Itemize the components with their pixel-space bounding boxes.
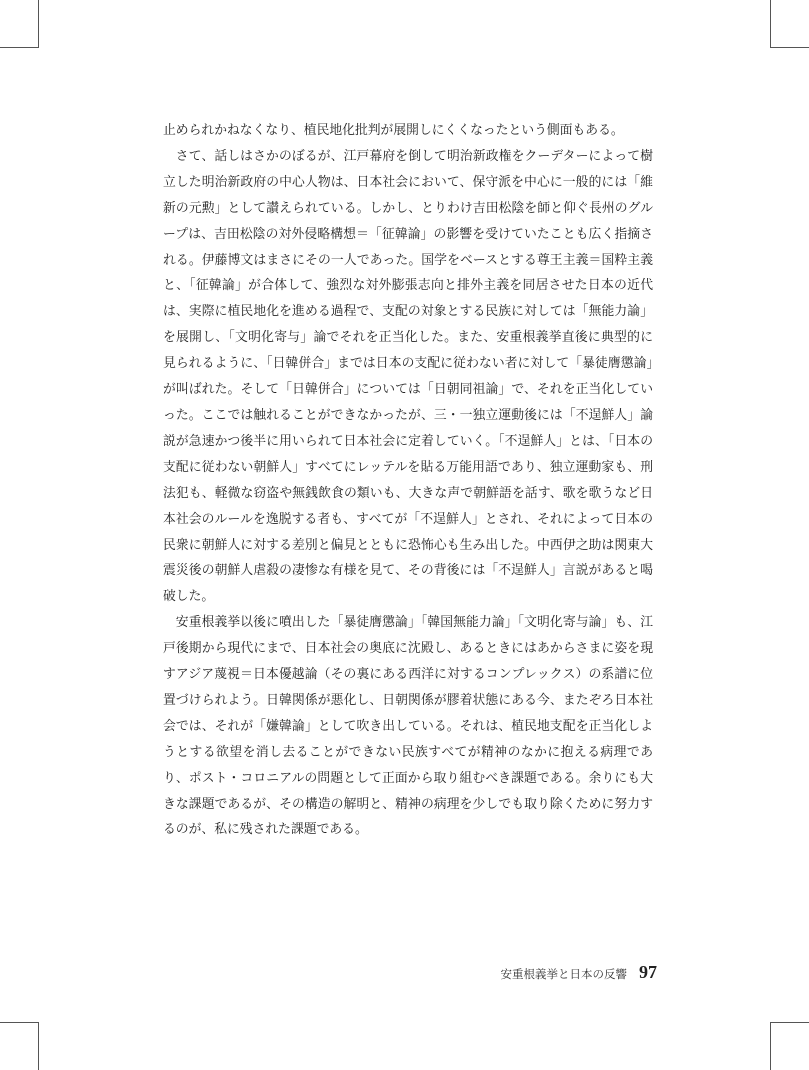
crop-mark-bottom-left-vertical — [38, 1022, 39, 1070]
page-footer — [501, 962, 658, 983]
running-head: 安重根義挙と日本の反響 — [500, 967, 627, 981]
paragraph-continuation: 止められかねなくなり、植民地化批判が展開しにくくなったという側面もある。 — [163, 123, 624, 138]
crop-mark-bottom-left-horizontal — [0, 1022, 38, 1023]
crop-mark-bottom-right-horizontal — [771, 1022, 809, 1023]
crop-mark-top-right-vertical — [770, 0, 771, 48]
body-text — [163, 118, 653, 843]
paragraph-meiji-leaders: さて、話しはさかのぼるが、江戸幕府を倒して明治新政権をクーデターによって樹立した明治新政府の中心人物は、日本社会において、保守派を中心に一般的には「維新の元勲」として讃えられている。しかし、とりわけ吉田松陰を師と仰ぐ長州のグループは、吉田松陰の対外侵略構想＝「征韓論」の影響を受けていたことも広く指摘される。伊藤博文はまさにその一人であった。国学をベースとする尊王主義＝国粋主義と、「征韓論」が合体して、強烈な対外膨張志向と排外主義を同居させた日本の近代は、実際に植民地化を進める過程で、支配の対象とする民族に対しては「無能力論」を展開し、「文明化寄与」論でそれを正当化した。また、安重根義挙直後に典型的に見られるように、「日韓併合」までは日本の支配に従わない者に対して「暴徒膺懲論」が叫ばれた。そして「日韓併合」については「日朝同祖論」で、それを正当化していった。ここでは触れることができなかったが、三・一独立運動後には「不逞鮮人」論説が急速かつ後半に用いられて日本社会に定着していく。「不逞鮮人」とは、「日本の支配に従わない朝鮮人」すべてにレッテルを貼る万能用語であり、独立運動家も、刑法犯も、軽微な窃盗や無銭飲食の類いも、大きな声で朝鮮語を話す、歌を歌うなど日本社会のルールを逸脱する者も、すべてが「不逞鮮人」とされ、それによって日本の民衆に朝鮮人に対する差別と偏見とともに恐怖心も生み出した。中西伊之助は関東大震災後の朝鮮人虐殺の凄惨な有様を見て、その背後には「不逞鮮人」言説があると喝破した。 — [163, 148, 653, 605]
crop-mark-top-right-horizontal — [771, 47, 809, 48]
paragraph-conclusion: 安重根義挙以後に噴出した「暴徒膺懲論」「韓国無能力論」「文明化寄与論」も、江戸後期から現代にまで、日本社会の奥底に沈殿し、あるときにはあからさまに姿を現すアジア蔑視＝日本優越論（その裏にある西洋に対するコンプレックス）の系譜に位置づけられよう。日韓関係が悪化し、日朝関係が膠着状態にある今、またぞろ日本社会では、それが「嫌韓論」として吹き出している。それは、植民地支配を正当化しようとする欲望を消し去ることができない民族すべてが精神のなかに抱える病理であり、ポスト・コロニアルの問題として正面から取り組むべき課題である。余りにも大きな課題であるが、その構造の解明と、精神の病理を少しでも取り除くために努力するのが、私に残された課題である。 — [163, 615, 653, 838]
crop-mark-bottom-right-vertical — [770, 1022, 771, 1070]
crop-mark-top-left-horizontal — [0, 47, 38, 48]
page-number: 97 — [639, 962, 657, 982]
crop-mark-top-left-vertical — [38, 0, 39, 48]
